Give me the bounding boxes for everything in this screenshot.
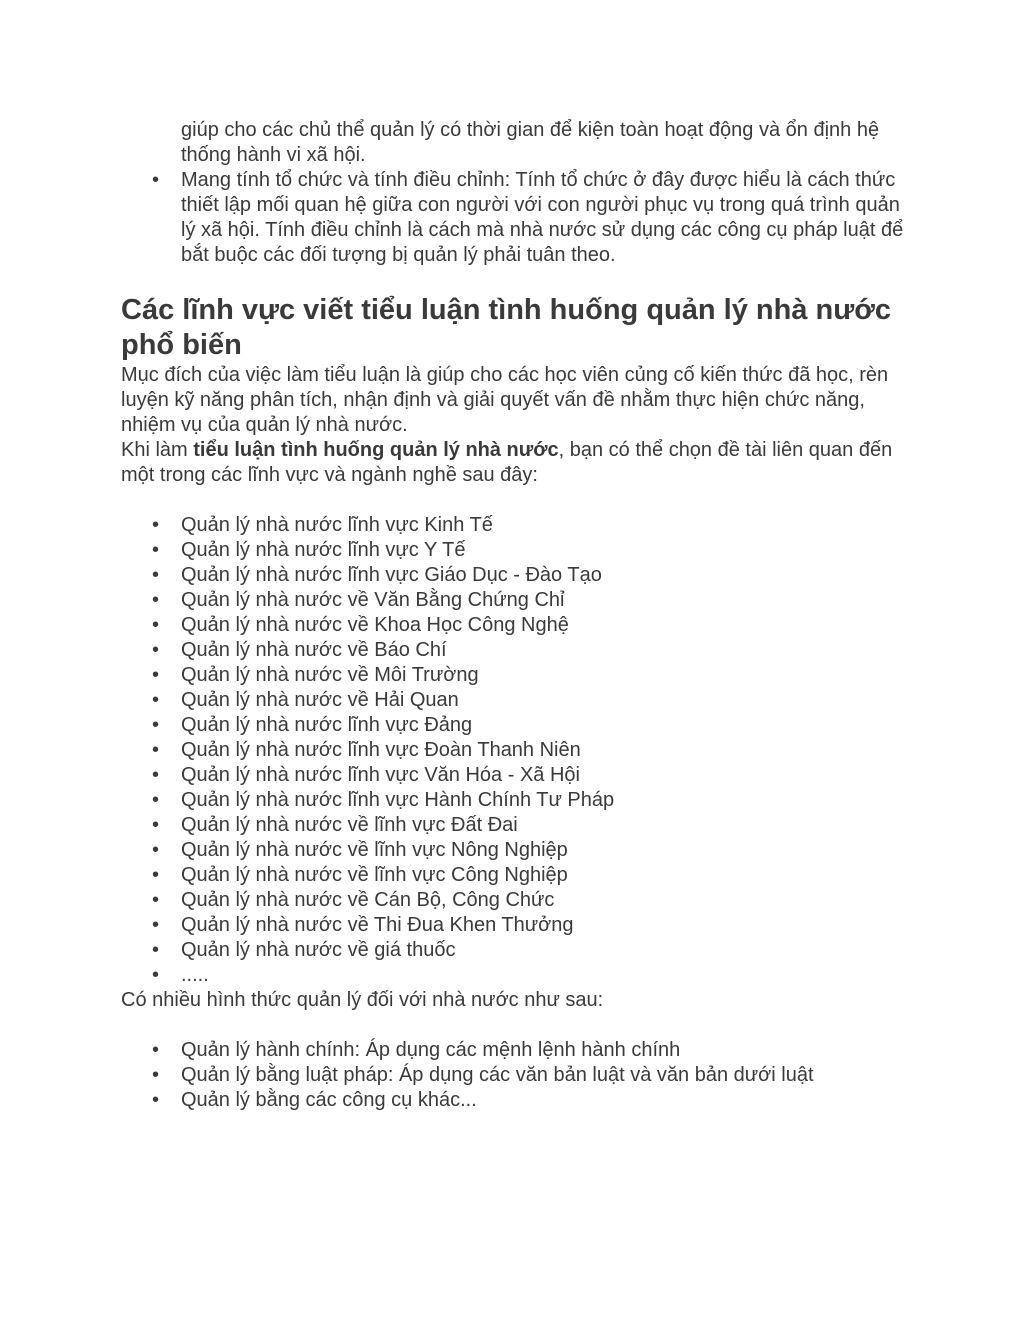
list-item-text: ..... — [181, 964, 209, 986]
fields-list — [121, 513, 911, 988]
list-item-text: Quản lý nhà nước lĩnh vực Kinh Tế — [181, 514, 493, 536]
bullet-icon: • — [152, 814, 160, 836]
list-item-text: Quản lý nhà nước về lĩnh vực Nông Nghiệp — [181, 839, 568, 861]
list-item — [121, 588, 911, 613]
list-item-text: Quản lý bằng các công cụ khác... — [181, 1089, 477, 1111]
list-item — [121, 538, 911, 563]
list-item — [121, 813, 911, 838]
list-item — [121, 913, 911, 938]
list-item — [121, 688, 911, 713]
list-item-text: Quản lý nhà nước về Báo Chí — [181, 639, 447, 661]
list-item — [121, 613, 911, 638]
list-item — [121, 663, 911, 688]
choose-topic-paragraph — [121, 438, 911, 488]
bullet-icon: • — [152, 889, 160, 911]
bullet-icon: • — [152, 864, 160, 886]
list-item — [121, 863, 911, 888]
bullet-icon: • — [152, 1089, 160, 1111]
choose-suffix: , bạn có thể chọn đề tài liên quan đến một trong các lĩnh vực và ngành nghề sau đây: — [121, 439, 893, 486]
bullet-icon: • — [152, 714, 160, 736]
list-item — [121, 713, 911, 738]
list-item-text: Quản lý nhà nước về giá thuốc — [181, 939, 456, 961]
list-item — [121, 938, 911, 963]
bullet-icon: • — [152, 169, 160, 191]
bullet-icon: • — [152, 689, 160, 711]
bullet-icon: • — [152, 789, 160, 811]
forms-intro-paragraph: Có nhiều hình thức quản lý đối với nhà nước như sau: — [121, 989, 604, 1011]
choose-keyword: tiểu luận tình huống quản lý nhà nước — [193, 439, 559, 461]
list-item — [121, 763, 911, 788]
forms-list — [121, 1038, 911, 1113]
list-item-text: Quản lý nhà nước lĩnh vực Hành Chính Tư Pháp — [181, 789, 615, 811]
list-item-text: Quản lý nhà nước về Cán Bộ, Công Chức — [181, 889, 555, 911]
bullet-icon: • — [152, 589, 160, 611]
list-item-text: Mang tính tổ chức và tính điều chỉnh: Tính tổ chức ở đây được hiểu là cách thức thiết lập mối quan hệ giữa con người với con người phục vụ trong quá trình quản lý xã hội. Tính điều chỉnh là cách mà nhà nước sử dụng các công cụ pháp luật để bắt buộc các đối tượng bị quản lý phải tuân theo. — [181, 169, 904, 266]
section-heading: Các lĩnh vực viết tiểu luận tình huống quản lý nhà nước phổ biến — [121, 294, 891, 361]
list-item-text: Quản lý nhà nước về lĩnh vực Đất Đai — [181, 814, 518, 836]
bullet-icon: • — [152, 764, 160, 786]
list-item — [121, 1038, 911, 1063]
list-item — [121, 638, 911, 663]
list-item-text: Quản lý nhà nước lĩnh vực Giáo Dục - Đào Tạo — [181, 564, 602, 586]
list-item — [121, 1088, 911, 1113]
list-item-text: Quản lý nhà nước lĩnh vực Y Tế — [181, 539, 466, 561]
list-item-text: Quản lý nhà nước lĩnh vực Đoàn Thanh Niên — [181, 739, 581, 761]
continued-paragraph: giúp cho các chủ thể quản lý có thời gian để kiện toàn hoạt động và ổn định hệ thống hành vi xã hội. — [181, 119, 880, 166]
list-item-text: Quản lý bằng luật pháp: Áp dụng các văn bản luật và văn bản dưới luật — [181, 1064, 814, 1086]
bullet-icon: • — [152, 564, 160, 586]
list-item-text: Quản lý nhà nước về Khoa Học Công Nghệ — [181, 614, 569, 636]
bullet-icon: • — [152, 514, 160, 536]
list-item-text: Quản lý hành chính: Áp dụng các mệnh lệnh hành chính — [181, 1039, 681, 1061]
bullet-icon: • — [152, 539, 160, 561]
list-item — [121, 563, 911, 588]
list-item-text: Quản lý nhà nước về Văn Bằng Chứng Chỉ — [181, 589, 565, 611]
list-item-text: Quản lý nhà nước về Hải Quan — [181, 689, 459, 711]
list-item-text: Quản lý nhà nước về Môi Trường — [181, 664, 479, 686]
purpose-paragraph: Mục đích của việc làm tiểu luận là giúp cho các học viên củng cố kiến thức đã học, rèn luyện kỹ năng phân tích, nhận định và giải quyết vấn đề nhằm thực hiện chức năng, nhiệm vụ của quản lý nhà nước. — [121, 364, 889, 436]
intro-bullet-list — [121, 168, 911, 268]
bullet-icon: • — [152, 639, 160, 661]
list-item — [121, 838, 911, 863]
bullet-icon: • — [152, 739, 160, 761]
bullet-icon: • — [152, 664, 160, 686]
list-item — [121, 1063, 911, 1088]
list-item — [121, 788, 911, 813]
list-item — [121, 513, 911, 538]
bullet-icon: • — [152, 1039, 160, 1061]
bullet-icon: • — [152, 614, 160, 636]
document-page — [121, 118, 911, 1113]
list-item-text: Quản lý nhà nước lĩnh vực Văn Hóa - Xã Hội — [181, 764, 580, 786]
choose-prefix: Khi làm — [121, 439, 194, 461]
bullet-icon: • — [152, 839, 160, 861]
list-item — [121, 888, 911, 913]
list-item-text: Quản lý nhà nước lĩnh vực Đảng — [181, 714, 473, 736]
list-item-text: Quản lý nhà nước về Thi Đua Khen Thưởng — [181, 914, 574, 936]
bullet-icon: • — [152, 939, 160, 961]
bullet-icon: • — [152, 964, 160, 986]
list-item — [121, 738, 911, 763]
bullet-icon: • — [152, 914, 160, 936]
list-item — [121, 963, 911, 988]
list-item-text: Quản lý nhà nước về lĩnh vực Công Nghiệp — [181, 864, 568, 886]
bullet-icon: • — [152, 1064, 160, 1086]
list-item — [121, 168, 911, 268]
